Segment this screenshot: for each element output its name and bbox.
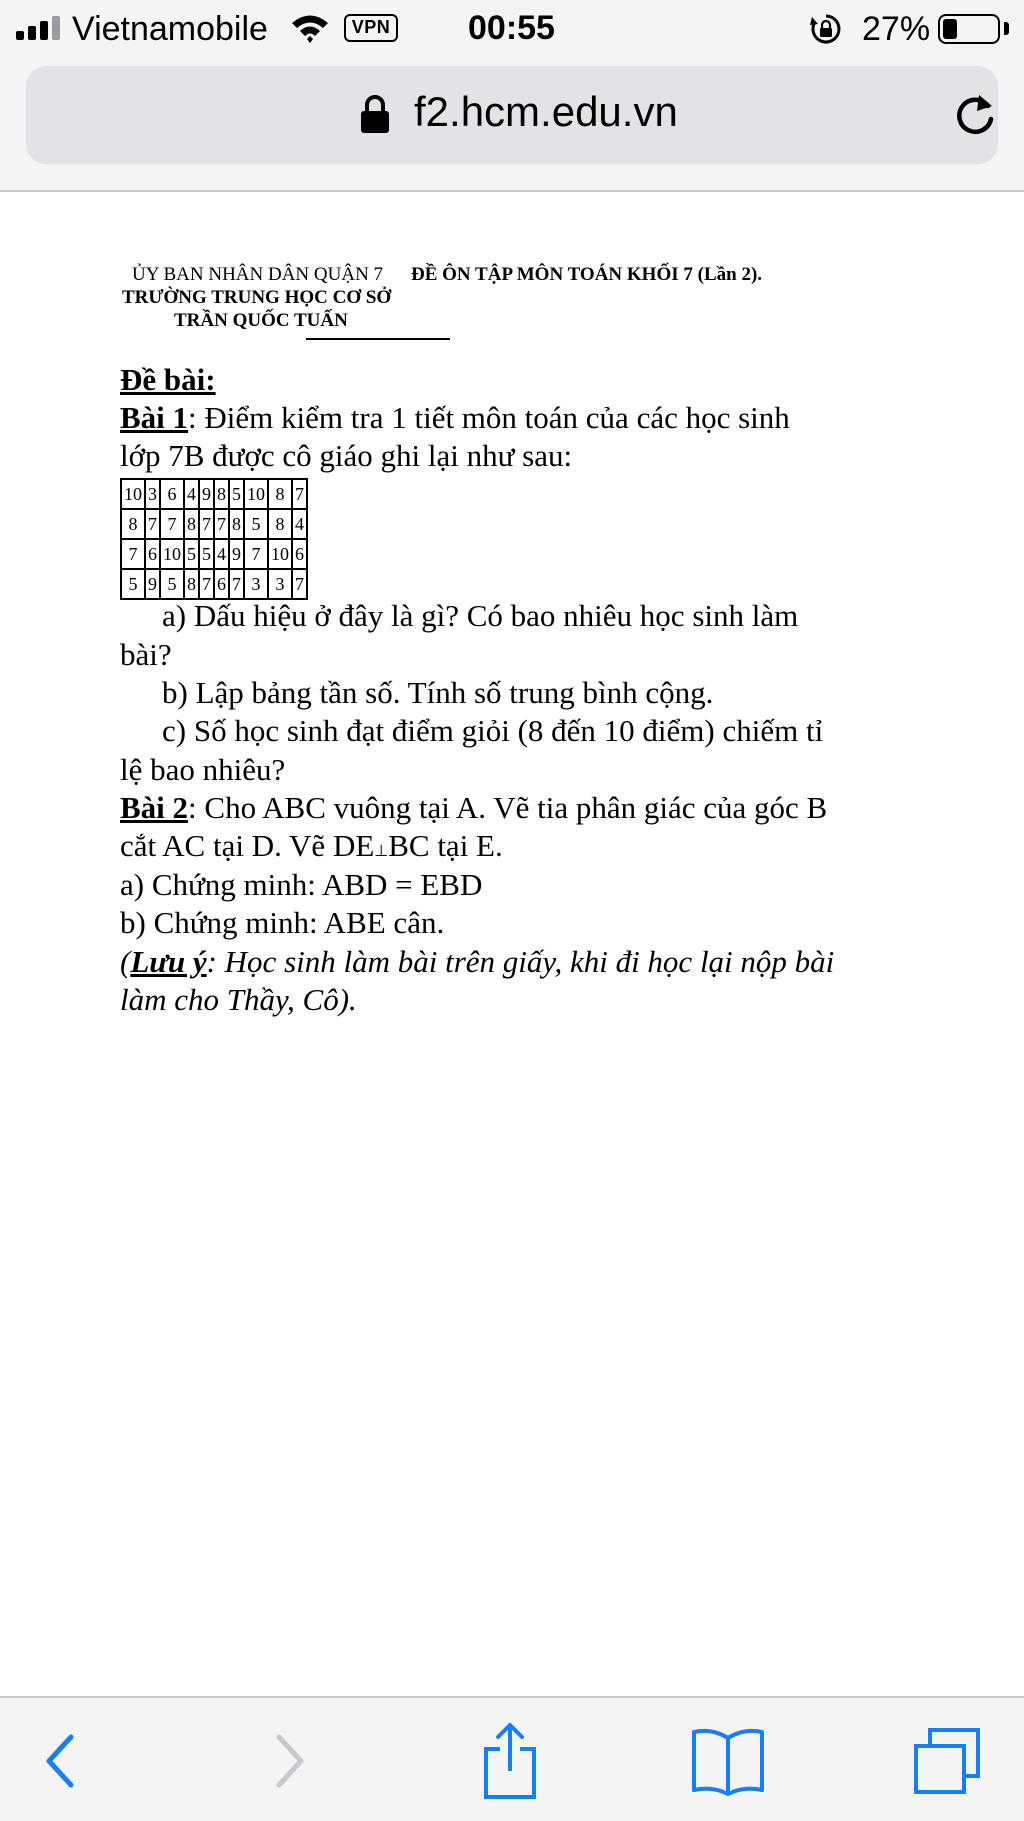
scores-row: [121, 569, 307, 599]
bookmarks-icon: [690, 1726, 766, 1796]
bai2-line2: [120, 828, 503, 864]
score-cell: 9: [145, 569, 160, 599]
score-cell: 6: [214, 569, 229, 599]
bai1-question-b: b) Lập bảng tần số. Tính số trung bình cộng.: [162, 675, 714, 710]
browser-address-area: [0, 58, 1024, 192]
scores-row: [121, 479, 307, 509]
score-cell: 6: [145, 539, 160, 569]
note-line1: [120, 944, 834, 980]
score-cell: 8: [268, 509, 292, 539]
carrier-name: Vietnamobile: [72, 10, 268, 48]
score-cell: 10: [244, 479, 268, 509]
share-button[interactable]: [465, 1716, 555, 1806]
header-school-1: TRƯỜNG TRUNG HỌC CƠ SỞ: [122, 287, 392, 308]
score-cell: 7: [292, 569, 307, 599]
score-cell: 5: [199, 539, 214, 569]
back-icon: [41, 1731, 81, 1791]
vpn-badge: VPN: [344, 14, 398, 42]
share-icon: [480, 1721, 540, 1801]
score-cell: 7: [199, 509, 214, 539]
status-bar: [0, 0, 1024, 58]
battery-icon: [938, 14, 1000, 44]
reload-icon[interactable]: [952, 92, 998, 138]
bai2-question-b: b) Chứng minh: ABE cân.: [120, 905, 445, 940]
score-cell: 7: [160, 509, 184, 539]
header-school-2: TRẦN QUỐC TUẤN: [174, 310, 348, 331]
bai2-text2a: cắt AC tại D. Vẽ DE: [120, 828, 375, 863]
score-cell: 8: [184, 569, 199, 599]
bai1-question-a-1: a) Dấu hiệu ở đây là gì? Có bao nhiêu học sinh làm: [162, 598, 799, 633]
score-cell: 8: [268, 479, 292, 509]
scores-table: [120, 478, 308, 600]
forward-button[interactable]: [244, 1716, 334, 1806]
score-cell: 3: [268, 569, 292, 599]
bai1-question-a-2: bài?: [120, 637, 172, 672]
score-cell: 8: [184, 509, 199, 539]
header-underline: [306, 338, 450, 340]
score-cell: 8: [214, 479, 229, 509]
bai1-text1: : Điểm kiểm tra 1 tiết môn toán của các học sinh: [188, 400, 790, 435]
scores-row: [121, 509, 307, 539]
bai2-text2b: BC tại E.: [388, 828, 503, 863]
tabs-button[interactable]: [902, 1716, 992, 1806]
bai1-line2: lớp 7B được cô giáo ghi lại như sau:: [120, 438, 573, 473]
header-title: ĐỀ ÔN TẬP MÔN TOÁN KHỐI 7 (Lần 2).: [411, 264, 763, 285]
wifi-icon: [290, 12, 330, 44]
bai2-label: Bài 2: [120, 790, 189, 825]
score-cell: 8: [121, 509, 145, 539]
note-text1: : Học sinh làm bài trên giấy, khi đi học lại nộp bài: [206, 944, 835, 979]
lock-icon: [360, 94, 390, 134]
bookmarks-button[interactable]: [683, 1716, 773, 1806]
address-bar[interactable]: [26, 66, 998, 164]
note-open: (: [120, 944, 131, 979]
score-cell: 7: [214, 509, 229, 539]
note-line2: làm cho Thầy, Cô).: [120, 982, 357, 1017]
bai2-question-a: a) Chứng minh: ABD = EBD: [120, 867, 483, 902]
score-cell: 4: [184, 479, 199, 509]
signal-strength-icon: [16, 16, 62, 40]
tabs-icon: [912, 1726, 982, 1796]
score-cell: 5: [121, 569, 145, 599]
score-cell: 7: [145, 509, 160, 539]
battery-percentage: 27%: [862, 10, 931, 48]
score-cell: 3: [145, 479, 160, 509]
score-cell: 10: [121, 479, 145, 509]
score-cell: 6: [292, 539, 307, 569]
forward-icon: [269, 1731, 309, 1791]
score-cell: 5: [244, 509, 268, 539]
note-label: Lưu ý: [130, 944, 207, 979]
bai1-line1: [120, 400, 790, 436]
score-cell: 5: [160, 569, 184, 599]
status-time: 00:55: [468, 9, 555, 47]
battery-cap: [1004, 22, 1009, 35]
browser-toolbar: [0, 1696, 1024, 1821]
document-page: [0, 192, 1024, 1696]
score-cell: 5: [184, 539, 199, 569]
score-cell: 7: [292, 479, 307, 509]
score-cell: 10: [160, 539, 184, 569]
rotation-lock-icon: [810, 13, 842, 45]
score-cell: 7: [121, 539, 145, 569]
score-cell: 3: [244, 569, 268, 599]
scores-row: [121, 539, 307, 569]
score-cell: 5: [229, 479, 244, 509]
back-button[interactable]: [16, 1716, 106, 1806]
score-cell: 4: [214, 539, 229, 569]
score-cell: 7: [199, 569, 214, 599]
header-org: ỦY BAN NHÂN DÂN QUẬN 7: [132, 264, 384, 285]
score-cell: 7: [244, 539, 268, 569]
score-cell: 4: [292, 509, 307, 539]
bai1-label: Bài 1: [120, 400, 189, 435]
perpendicular-symbol: ⊥: [374, 843, 389, 860]
score-cell: 6: [160, 479, 184, 509]
score-cell: 9: [199, 479, 214, 509]
battery-level: [943, 19, 957, 39]
section-title: Đề bài:: [120, 362, 216, 397]
bai2-line1: [120, 790, 827, 826]
bai1-question-c-2: lệ bao nhiêu?: [120, 752, 286, 787]
bai2-text1: : Cho ABC vuông tại A. Vẽ tia phân giác của góc B: [188, 790, 828, 825]
url-text[interactable]: f2.hcm.edu.vn: [414, 88, 678, 135]
score-cell: 9: [229, 539, 244, 569]
score-cell: 8: [229, 509, 244, 539]
bai1-question-c-1: c) Số học sinh đạt điểm giỏi (8 đến 10 điểm) chiếm tỉ: [162, 713, 824, 748]
score-cell: 10: [268, 539, 292, 569]
score-cell: 7: [229, 569, 244, 599]
